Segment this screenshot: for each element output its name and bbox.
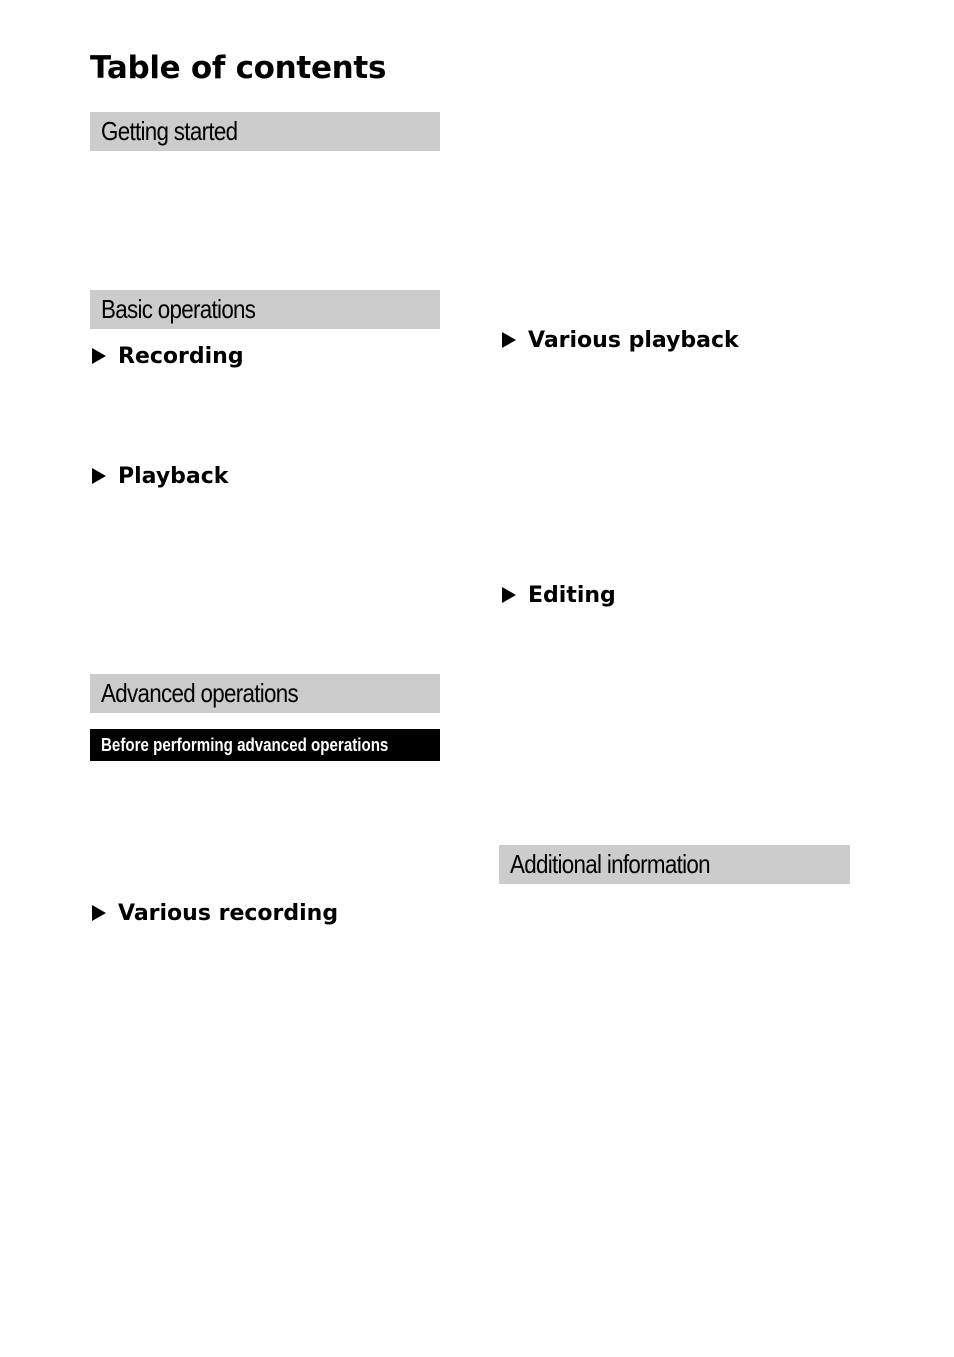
subheading-label: Playback [118,463,229,489]
play-triangle-icon [92,468,106,484]
subheading-recording [90,341,244,371]
subheading-label: Editing [528,582,616,608]
subheading-various-playback [500,325,739,355]
page-title: Table of contents [90,50,387,86]
section-basic-operations [90,290,440,329]
subheading-editing [500,580,616,610]
subsection-before-advanced [90,729,440,761]
section-getting-started [90,112,440,151]
subheading-label: Recording [118,343,244,369]
subheading-label: Various recording [118,900,339,926]
section-label: Getting started [101,116,238,146]
subheading-various-recording [90,898,338,928]
section-label: Additional information [510,849,710,879]
play-triangle-icon [92,348,106,364]
play-triangle-icon [502,332,516,348]
section-advanced-operations [90,674,440,713]
section-label: Advanced operations [101,678,299,708]
play-triangle-icon [92,905,106,921]
play-triangle-icon [502,587,516,603]
section-additional-information [499,845,850,884]
subsection-label: Before performing advanced operations [101,735,389,755]
section-label: Basic operations [101,294,256,324]
subheading-playback [90,461,228,491]
subheading-label: Various playback [528,327,739,353]
